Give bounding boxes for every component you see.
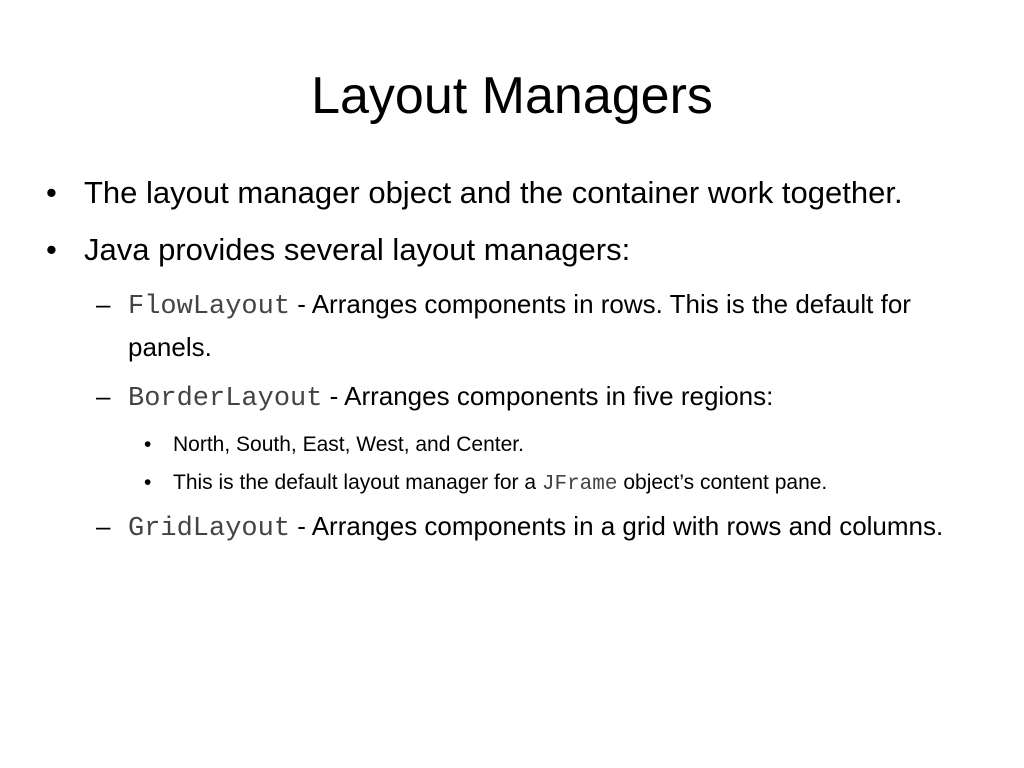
slide-content [46,170,946,558]
dash-icon: – [96,381,111,411]
bullet-dot-icon: • [46,175,57,210]
code-term: BorderLayout [128,384,323,414]
detail-text: North, South, East, West, and Center. [173,433,524,456]
sub-bullet-text: - Arranges components in five regions: [322,381,774,411]
bullet-text: The layout manager object and the container work together. [84,175,903,210]
code-term: JFrame [541,473,618,496]
bullet-item [46,227,946,272]
bullet-dot-icon: • [46,232,57,267]
detail-text-after: object’s content pane. [617,471,828,494]
dash-icon: – [96,289,111,319]
bullet-text: Java provides several layout managers: [84,232,631,267]
bullet-dot-icon: • [144,471,152,494]
dash-icon: – [96,511,111,541]
detail-bullet-item [46,466,946,502]
detail-bullet-item [46,428,946,462]
bullet-item [46,170,946,215]
code-term: FlowLayout [128,292,291,322]
code-term: GridLayout [128,514,291,544]
slide-title: Layout Managers [311,67,713,125]
sub-bullet-item [46,284,946,367]
sub-bullet-item [46,506,946,549]
detail-text-before: This is the default layout manager for a [173,471,542,494]
sub-bullet-item [46,376,946,419]
sub-bullet-text: - Arranges components in a grid with rows and columns. [290,511,944,541]
sub-bullet-text: - Arranges components in rows. This is the default for panels. [128,289,911,362]
bullet-dot-icon: • [144,433,152,456]
